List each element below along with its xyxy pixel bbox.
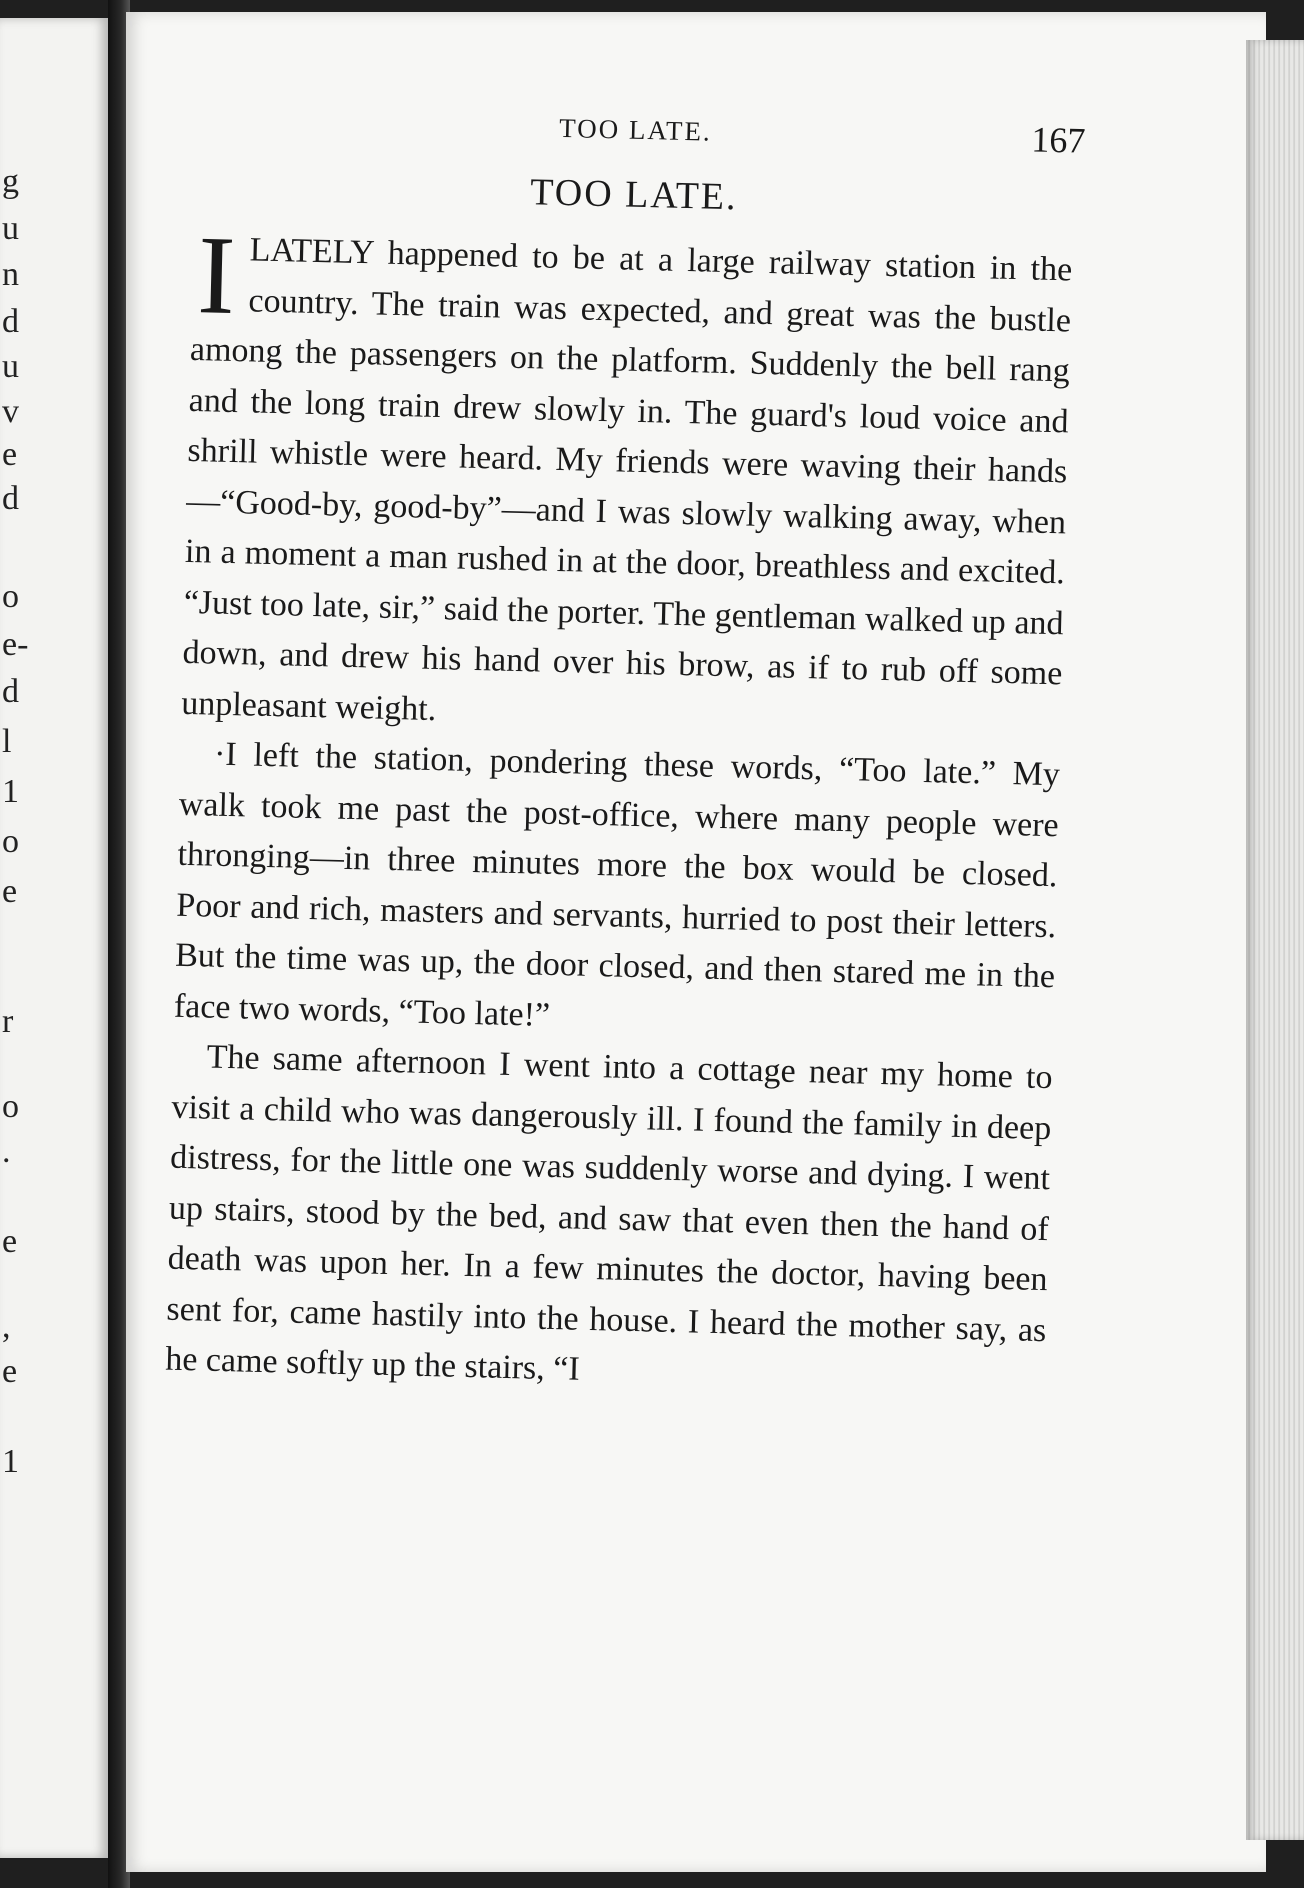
paragraph-1 (180, 213, 1073, 750)
running-title: TOO LATE. (558, 112, 713, 147)
left-fragment: . (2, 1133, 11, 1170)
left-fragment: r (2, 1003, 14, 1040)
book-page (126, 12, 1266, 1872)
left-fragment: u (2, 210, 19, 247)
left-fragment: u (2, 348, 19, 385)
left-fragment: e- (2, 626, 29, 663)
left-facing-page (0, 18, 108, 1858)
left-fragment: d (2, 480, 19, 517)
page-text-block (164, 104, 1086, 1407)
left-page-text-fragments (0, 18, 108, 1858)
left-fragment: o (2, 578, 19, 615)
left-fragment: o (2, 1088, 19, 1125)
paragraph-1-text: LATELY happened to be at a large railway station in the country. The train was expected, and great was the bustle among the passengers on the platform. Suddenly the bell rang and the long train drew slowly in. The guard's loud voice and shrill whistle were heard. My friends were waving their hands—“Good-by, good-by”—and I was slowly walking away, when in a moment a man rushed in at the door, breathless and excited. “Just too late, sir,” said the porter. The gentleman walked up and down, and drew his hand over his brow, as if to rub off some unpleasant weight. (180, 231, 1073, 728)
left-fragment: v (2, 393, 19, 430)
drop-cap: I (196, 213, 237, 338)
left-fragment: o (2, 823, 19, 860)
left-fragment: e (2, 1353, 18, 1390)
left-fragment: g (2, 163, 19, 200)
page-number: 167 (1030, 119, 1086, 161)
left-fragment: 1 (2, 773, 19, 810)
left-fragment: e (2, 436, 18, 473)
left-fragment: d (2, 303, 19, 340)
left-fragment: n (2, 256, 19, 293)
left-fragment: , (2, 1308, 11, 1345)
left-fragment: e (2, 873, 18, 910)
right-page-edges (1246, 40, 1304, 1840)
paragraph-3: The same afternoon I went into a cottage near my home to visit a child who was dangerously ill. I found the family in deep distress, for the little one was suddenly worse and dying. I went up stairs, stood by the bed, and saw that even then the hand of death was upon her. In a few minutes the doctor, having been sent for, came hastily into the house. I heard the mother say, as he came softly up the stairs, “I (164, 1038, 1053, 1388)
left-fragment: l (2, 723, 12, 760)
left-fragment: d (2, 673, 19, 710)
left-fragment: e (2, 1223, 18, 1260)
paragraph-2: ·I left the station, pondering these words, “Too late.” My walk took me past the post-office, where many people were thronging—in three minutes more the box would be closed. Poor and rich, masters and servants, hurried to post their letters. But the time was up, the door closed, and then stared me in the face two words, “Too late!” (173, 735, 1061, 1034)
left-fragment: 1 (2, 1443, 19, 1480)
chapter-title: TOO LATE. (529, 171, 739, 219)
